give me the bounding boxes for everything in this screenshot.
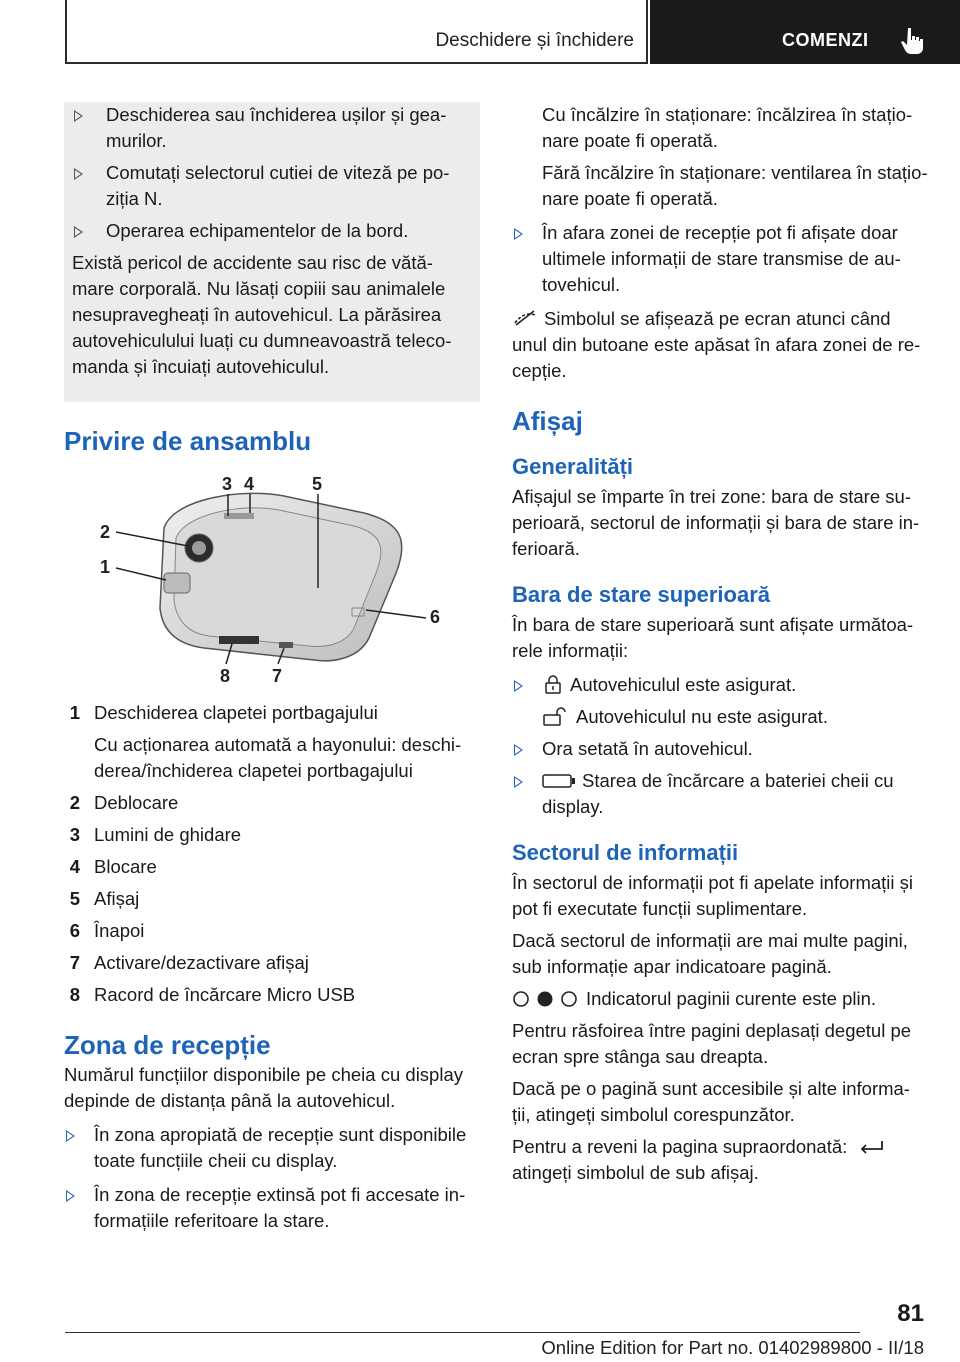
upper-bar-intro: În bara de stare superioară sunt afișate următoa-rele informații: — [512, 614, 914, 661]
heating-on-text: Cu încălzire în staționare: încălzirea în stațio- nare poate fi operată. — [542, 104, 913, 151]
legend-item: 1 Deschiderea clapetei portbagajului — [69, 702, 378, 723]
no-signal-icon — [512, 309, 538, 327]
legend-item: 7 Activare/dezactivare afișaj — [69, 952, 309, 973]
status-bullet-battery: Starea de încărcare a bateriei cheii cu display. — [512, 768, 928, 820]
info-text-2: Dacă sectorul de informații are mai multe pagini, sub informație apar indicatoare pagină. — [512, 930, 908, 977]
left-column — [64, 102, 480, 1234]
status-unlocked-row: Autovehiculul nu este asigurat. — [512, 704, 928, 730]
range-intro: Numărul funcțiilor disponibile pe cheia cu display depinde de distanța până la autovehicul. — [64, 1064, 463, 1111]
key-illustration — [64, 468, 480, 688]
more-info-text: Dacă pe o pagină sunt accesibile și alte informa-ții, atingeți simbolul corespunzător. — [512, 1078, 910, 1125]
legend-item: 6 Înapoi — [69, 920, 145, 941]
status-bullet-lock: Autovehiculul este asigurat. — [512, 672, 928, 698]
header-chapter-tab — [650, 0, 960, 64]
overview-heading: Privire de ansamblu — [64, 426, 312, 456]
lock-open-icon — [542, 706, 570, 726]
callout-8: 8 — [220, 666, 231, 686]
page-dots-icon — [512, 990, 578, 1008]
callout-3: 3 — [222, 474, 233, 494]
chapter-title: COMENZI — [782, 30, 869, 50]
callout-4: 4 — [244, 474, 255, 494]
callout-7: 7 — [272, 666, 283, 686]
back-text: Pentru a reveni la pagina supraordonată: atingeți simbolul de sub afișaj. — [512, 1134, 928, 1186]
warning-bullet: Comutați selectorul cutiei de viteză pe po-ziția N. — [72, 160, 470, 212]
outside-range-bullet: În afara zonei de recepție pot fi afișate doar ultimele informații de stare transmise de au-tovehicul. — [512, 220, 928, 298]
upper-bar-heading: Bara de stare superioară — [512, 582, 771, 607]
hand-pointer-icon — [901, 26, 923, 54]
lock-closed-icon — [542, 674, 564, 694]
legend-item: 4 Blocare — [69, 856, 157, 877]
warning-bullet: Operarea echipamentelor de la bord. — [72, 218, 470, 244]
warning-text: Există pericol de accidente sau risc de vătă-mare corporală. Nu lăsați copiii sau animalele nesupravegheați în autovehicul. La părăsirea autovehiculului luați cu dumneavoastră teleco-manda și încuiați autovehiculul. — [72, 252, 452, 377]
status-bullet-time: Ora setată în autovehicul. — [512, 736, 928, 762]
range-bullet: În zona de recepție extinsă pot fi accesate in-formațiile referitoare la stare. — [64, 1182, 480, 1234]
legend-item: 8 Racord de încărcare Micro USB — [69, 984, 356, 1005]
general-heading: Generalități — [512, 454, 634, 479]
footer-divider — [65, 1332, 860, 1333]
page-number: 81 — [897, 1300, 924, 1327]
legend-item-sub: Cu acționarea automată a hayonului: deschi-derea/închiderea clapetei portbagajului — [94, 734, 462, 781]
callout-1: 1 — [100, 557, 111, 577]
page-indicator-text: Indicatorul paginii curente este plin. — [512, 986, 928, 1012]
display-heading: Afișaj — [512, 406, 583, 436]
out-of-range-symbol-text: Simbolul se afișează pe ecran atunci când unul din butoane este apăsat în afara zonei de re-cepție. — [512, 308, 921, 381]
warning-box — [64, 102, 480, 402]
general-text: Afișajul se împarte în trei zone: bara de stare su-perioară, sectorul de informații și bara de stare in-ferioară. — [512, 486, 920, 559]
callout-6: 6 — [430, 607, 441, 627]
swipe-text: Pentru răsfoirea între pagini deplasați degetul pe ecran spre stânga sau dreapta. — [512, 1020, 912, 1067]
callout-5: 5 — [312, 474, 323, 494]
legend-item: 5 Afișaj — [69, 888, 140, 909]
warning-bullet: Deschiderea sau închiderea ușilor și gea-murilor. — [72, 102, 470, 154]
info-sector-heading: Sectorul de informații — [512, 840, 739, 865]
footer-edition: Online Edition for Part no. 01402989800 - II/18 — [541, 1337, 924, 1358]
info-text-1: În sectorul de informații pot fi apelate informații și pot fi executate funcții suplimentare. — [512, 872, 914, 919]
callout-2: 2 — [100, 522, 111, 542]
range-heading: Zona de recepție — [64, 1030, 271, 1060]
battery-icon — [542, 773, 576, 789]
heating-off-text: Fără încălzire în staționare: ventilarea în stațio- nare poate fi operată. — [542, 162, 928, 209]
right-column — [512, 102, 928, 1186]
legend-item: 2 Deblocare — [69, 792, 179, 813]
range-bullet: În zona apropiată de recepție sunt disponibile toate funcțiile cheii cu display. — [64, 1122, 480, 1174]
section-title: Deschidere și închidere — [435, 30, 634, 51]
legend-item: 3 Lumini de ghidare — [69, 824, 242, 845]
header-section-tab — [65, 0, 648, 64]
back-arrow-icon — [858, 1139, 884, 1155]
